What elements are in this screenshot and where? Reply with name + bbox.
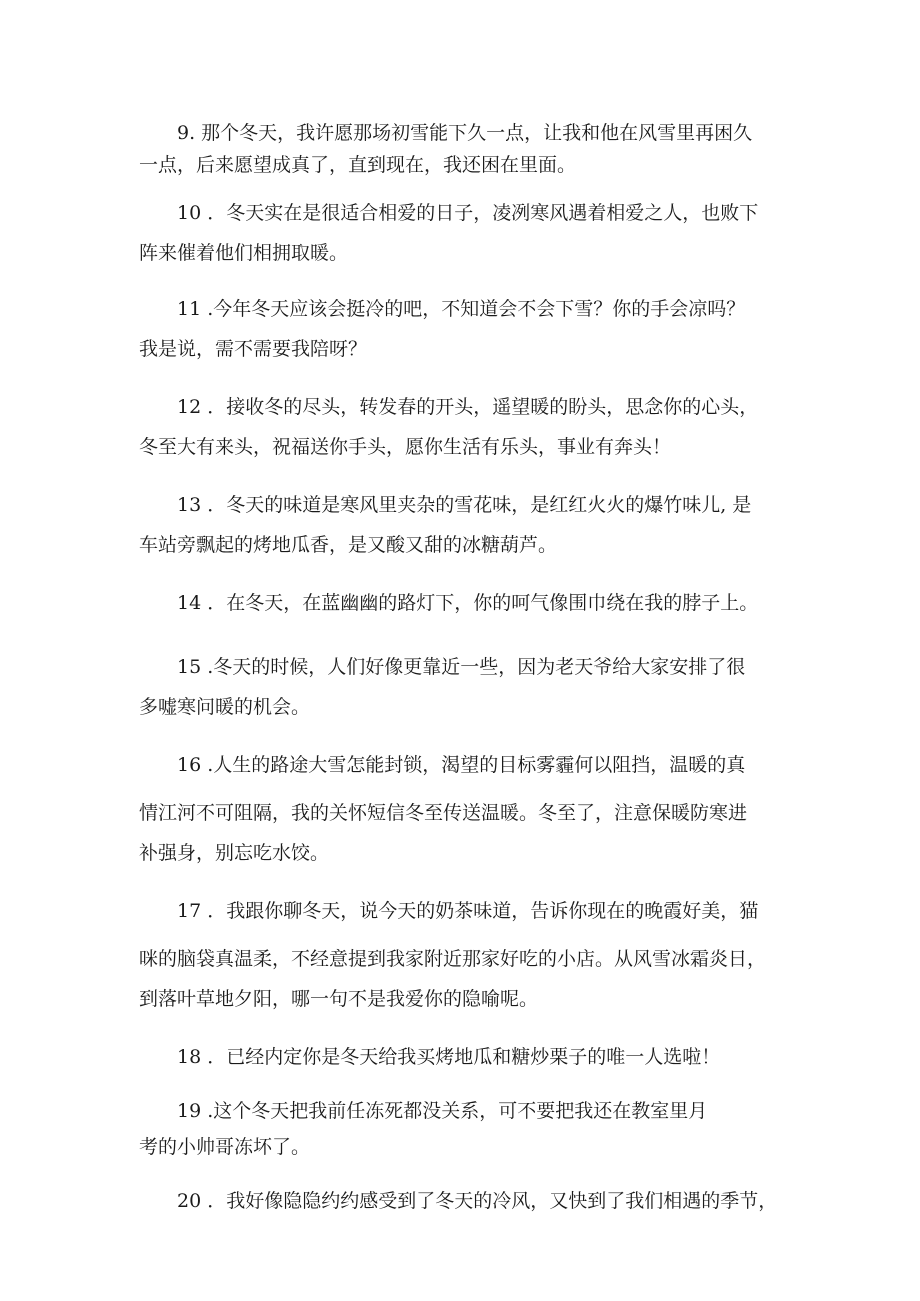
item-18-line-1: 18 ．已经内定你是冬天给我买烤地瓜和糖炒栗子的唯一人选啦！ bbox=[177, 1046, 721, 1068]
item-9-line-2: 一点，后来愿望成真了，直到现在，我还困在里面。 bbox=[139, 154, 577, 176]
list-item bbox=[139, 579, 799, 627]
item-16-line-1: 16 .人生的路途大雪怎能封锁，渴望的目标雾霾何以阻挡，温暖的真 bbox=[177, 754, 746, 776]
item-12-line-2: 冬至大有来头，祝福送你手头，愿你生活有乐头，事业有奔头！ bbox=[139, 436, 672, 458]
list-item bbox=[139, 643, 799, 723]
item-11-line-2: 我是说，需不需要我陪呀？ bbox=[139, 338, 368, 360]
item-17-line-2: 咪的脑袋真温柔，不经意提到我家附近那家好吃的小店。从风雪冰霜炎日， bbox=[139, 948, 767, 970]
list-item bbox=[139, 1091, 799, 1163]
item-10-line-1: 10 ．冬天实在是很适合相爱的日子，凌冽寒风遇着相爱之人，也败下 bbox=[177, 202, 759, 224]
list-item bbox=[139, 1033, 799, 1081]
item-11-line-1: 11 .今年冬天应该会挺冷的吧，不知道会不会下雪？你的手会凉吗？ bbox=[177, 298, 746, 320]
list-item bbox=[139, 481, 799, 561]
item-16-line-3: 补强身，别忘吃水饺。 bbox=[139, 842, 330, 864]
list-item bbox=[139, 285, 799, 365]
item-14-line-1: 14 ．在冬天，在蓝幽幽的路灯下，你的呵气像围巾绕在我的脖子上。 bbox=[177, 592, 759, 614]
item-12-line-1: 12 ．接收冬的尽头，转发春的开头，遥望暖的盼头，思念你的心头， bbox=[177, 396, 759, 418]
list-item bbox=[139, 887, 799, 1015]
item-16-line-2: 情江河不可阻隔，我的关怀短信冬至传送温暖。冬至了，注意保暖防寒进 bbox=[139, 802, 748, 824]
item-17-line-1: 17 ．我跟你聊冬天，说今天的奶茶味道，告诉你现在的晚霞好美，猫 bbox=[177, 900, 759, 922]
item-13-line-1: 13 ．冬天的味道是寒风里夹杂的雪花味，是红红火火的爆竹味儿, 是 bbox=[177, 494, 752, 516]
list-item bbox=[139, 741, 799, 869]
list-item bbox=[139, 1177, 799, 1225]
item-19-line-2: 考的小帅哥冻坏了。 bbox=[139, 1136, 311, 1158]
document-body bbox=[139, 117, 799, 1225]
item-15-line-1: 15 .冬天的时候，人们好像更靠近一些，因为老天爷给大家安排了很 bbox=[177, 656, 746, 678]
item-9-line-1: 9. 那个冬天，我许愿那场初雪能下久一点，让我和他在风雪里再困久 bbox=[177, 122, 753, 144]
item-19-line-1: 19 .这个冬天把我前任冻死都没关系，可不要把我还在教室里月 bbox=[177, 1100, 708, 1122]
item-10-line-2: 阵来催着他们相拥取暖。 bbox=[139, 242, 349, 264]
list-item bbox=[139, 383, 799, 463]
list-item bbox=[139, 189, 799, 269]
list-item bbox=[139, 117, 799, 181]
item-15-line-2: 多嘘寒问暖的机会。 bbox=[139, 696, 311, 718]
item-13-line-2: 车站旁飘起的烤地瓜香，是又酸又甜的冰糖葫芦。 bbox=[139, 534, 558, 556]
item-20-line-1: 20 ．我好像隐隐约约感受到了冬天的冷风，又快到了我们相遇的季节， bbox=[177, 1190, 778, 1212]
item-17-line-3: 到落叶草地夕阳，哪一句不是我爱你的隐喻呢。 bbox=[139, 988, 539, 1010]
